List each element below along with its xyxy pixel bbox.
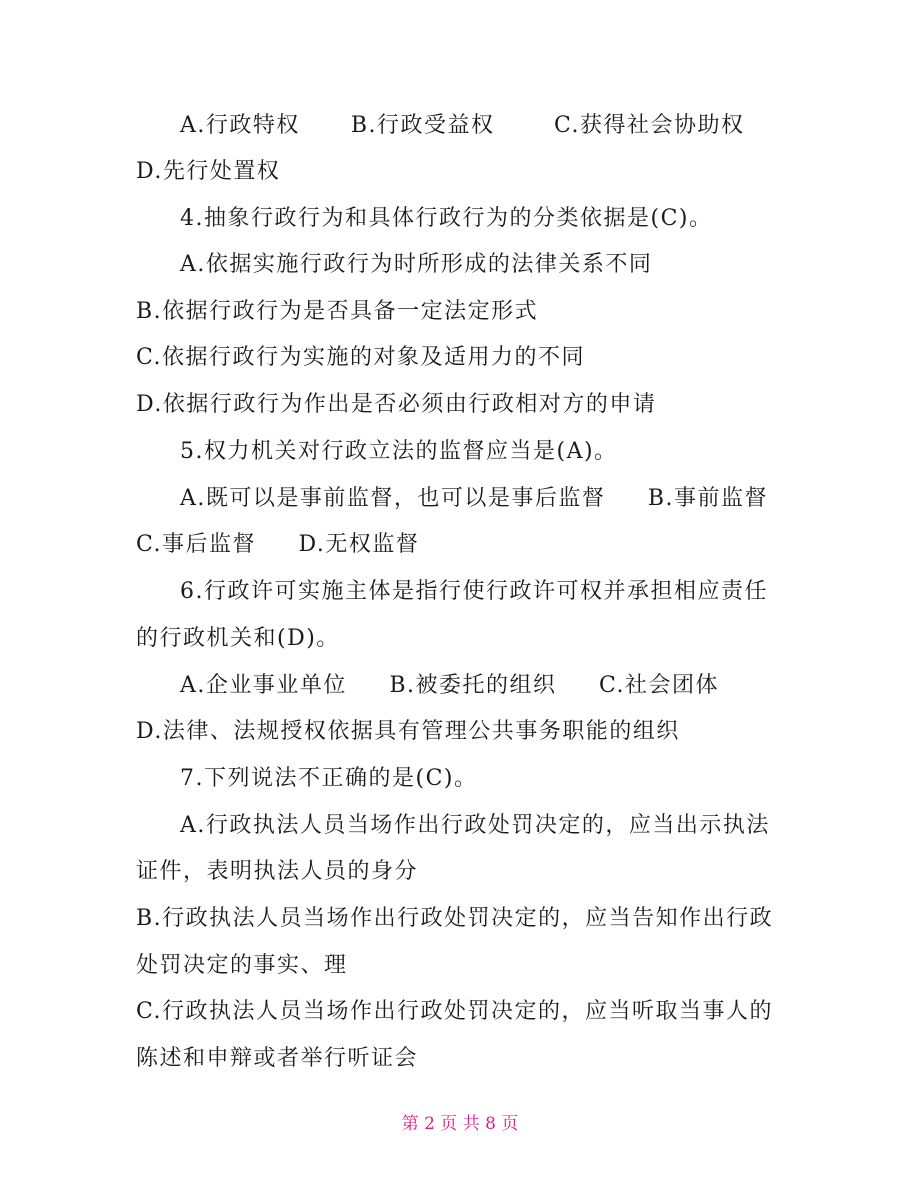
question-7-option-c-cont: 陈述和申辩或者举行听证会: [136, 1046, 419, 1071]
question-4-option-d: D.依据行政行为作出是否必须由行政相对方的申请: [136, 392, 657, 417]
question-7-option-a-cont: 证件，表明执法人员的身分: [136, 859, 419, 884]
question-7-option-b: B.行政执法人员当场作出行政处罚决定的，应当告知作出行政: [136, 906, 774, 931]
question-6-stem-cont: 的行政机关和(D)。: [136, 626, 340, 651]
question-6-stem: 6.行政许可实施主体是指行使行政许可权并承担相应责任: [180, 579, 768, 604]
question-3-options-a-c: A.行政特权 B.行政受益权 C.获得社会协助权: [180, 113, 745, 138]
question-7-stem: 7.下列说法不正确的是(C)。: [180, 766, 478, 791]
question-4-stem: 4.抽象行政行为和具体行政行为的分类依据是(C)。: [180, 206, 713, 231]
question-7-option-c: C.行政执法人员当场作出行政处罚决定的，应当听取当事人的: [136, 999, 774, 1024]
question-5-options-c-d: C.事后监督 D.无权监督: [136, 532, 420, 557]
question-7-option-a: A.行政执法人员当场作出行政处罚决定的，应当出示执法: [180, 813, 770, 838]
question-6-option-d: D.法律、法规授权依据具有管理公共事务职能的组织: [136, 719, 680, 744]
question-7-option-b-cont: 处罚决定的事实、理: [136, 953, 348, 978]
question-5-stem: 5.权力机关对行政立法的监督应当是(A)。: [180, 439, 618, 464]
question-6-options-a-c: A.企业事业单位 B.被委托的组织 C.社会团体: [180, 673, 720, 698]
question-5-options-a-b: A.既可以是事前监督，也可以是事后监督 B.事前监督: [180, 486, 769, 511]
question-4-option-b: B.依据行政行为是否具备一定法定形式: [136, 299, 539, 324]
question-4-option-a: A.依据实施行政行为时所形成的法律关系不同: [180, 252, 653, 277]
question-4-option-c: C.依据行政行为实施的对象及适用力的不同: [136, 345, 586, 370]
page-number-footer: 第 2 页 共 8 页: [401, 1114, 519, 1134]
question-3-option-d: D.先行处置权: [136, 159, 281, 184]
